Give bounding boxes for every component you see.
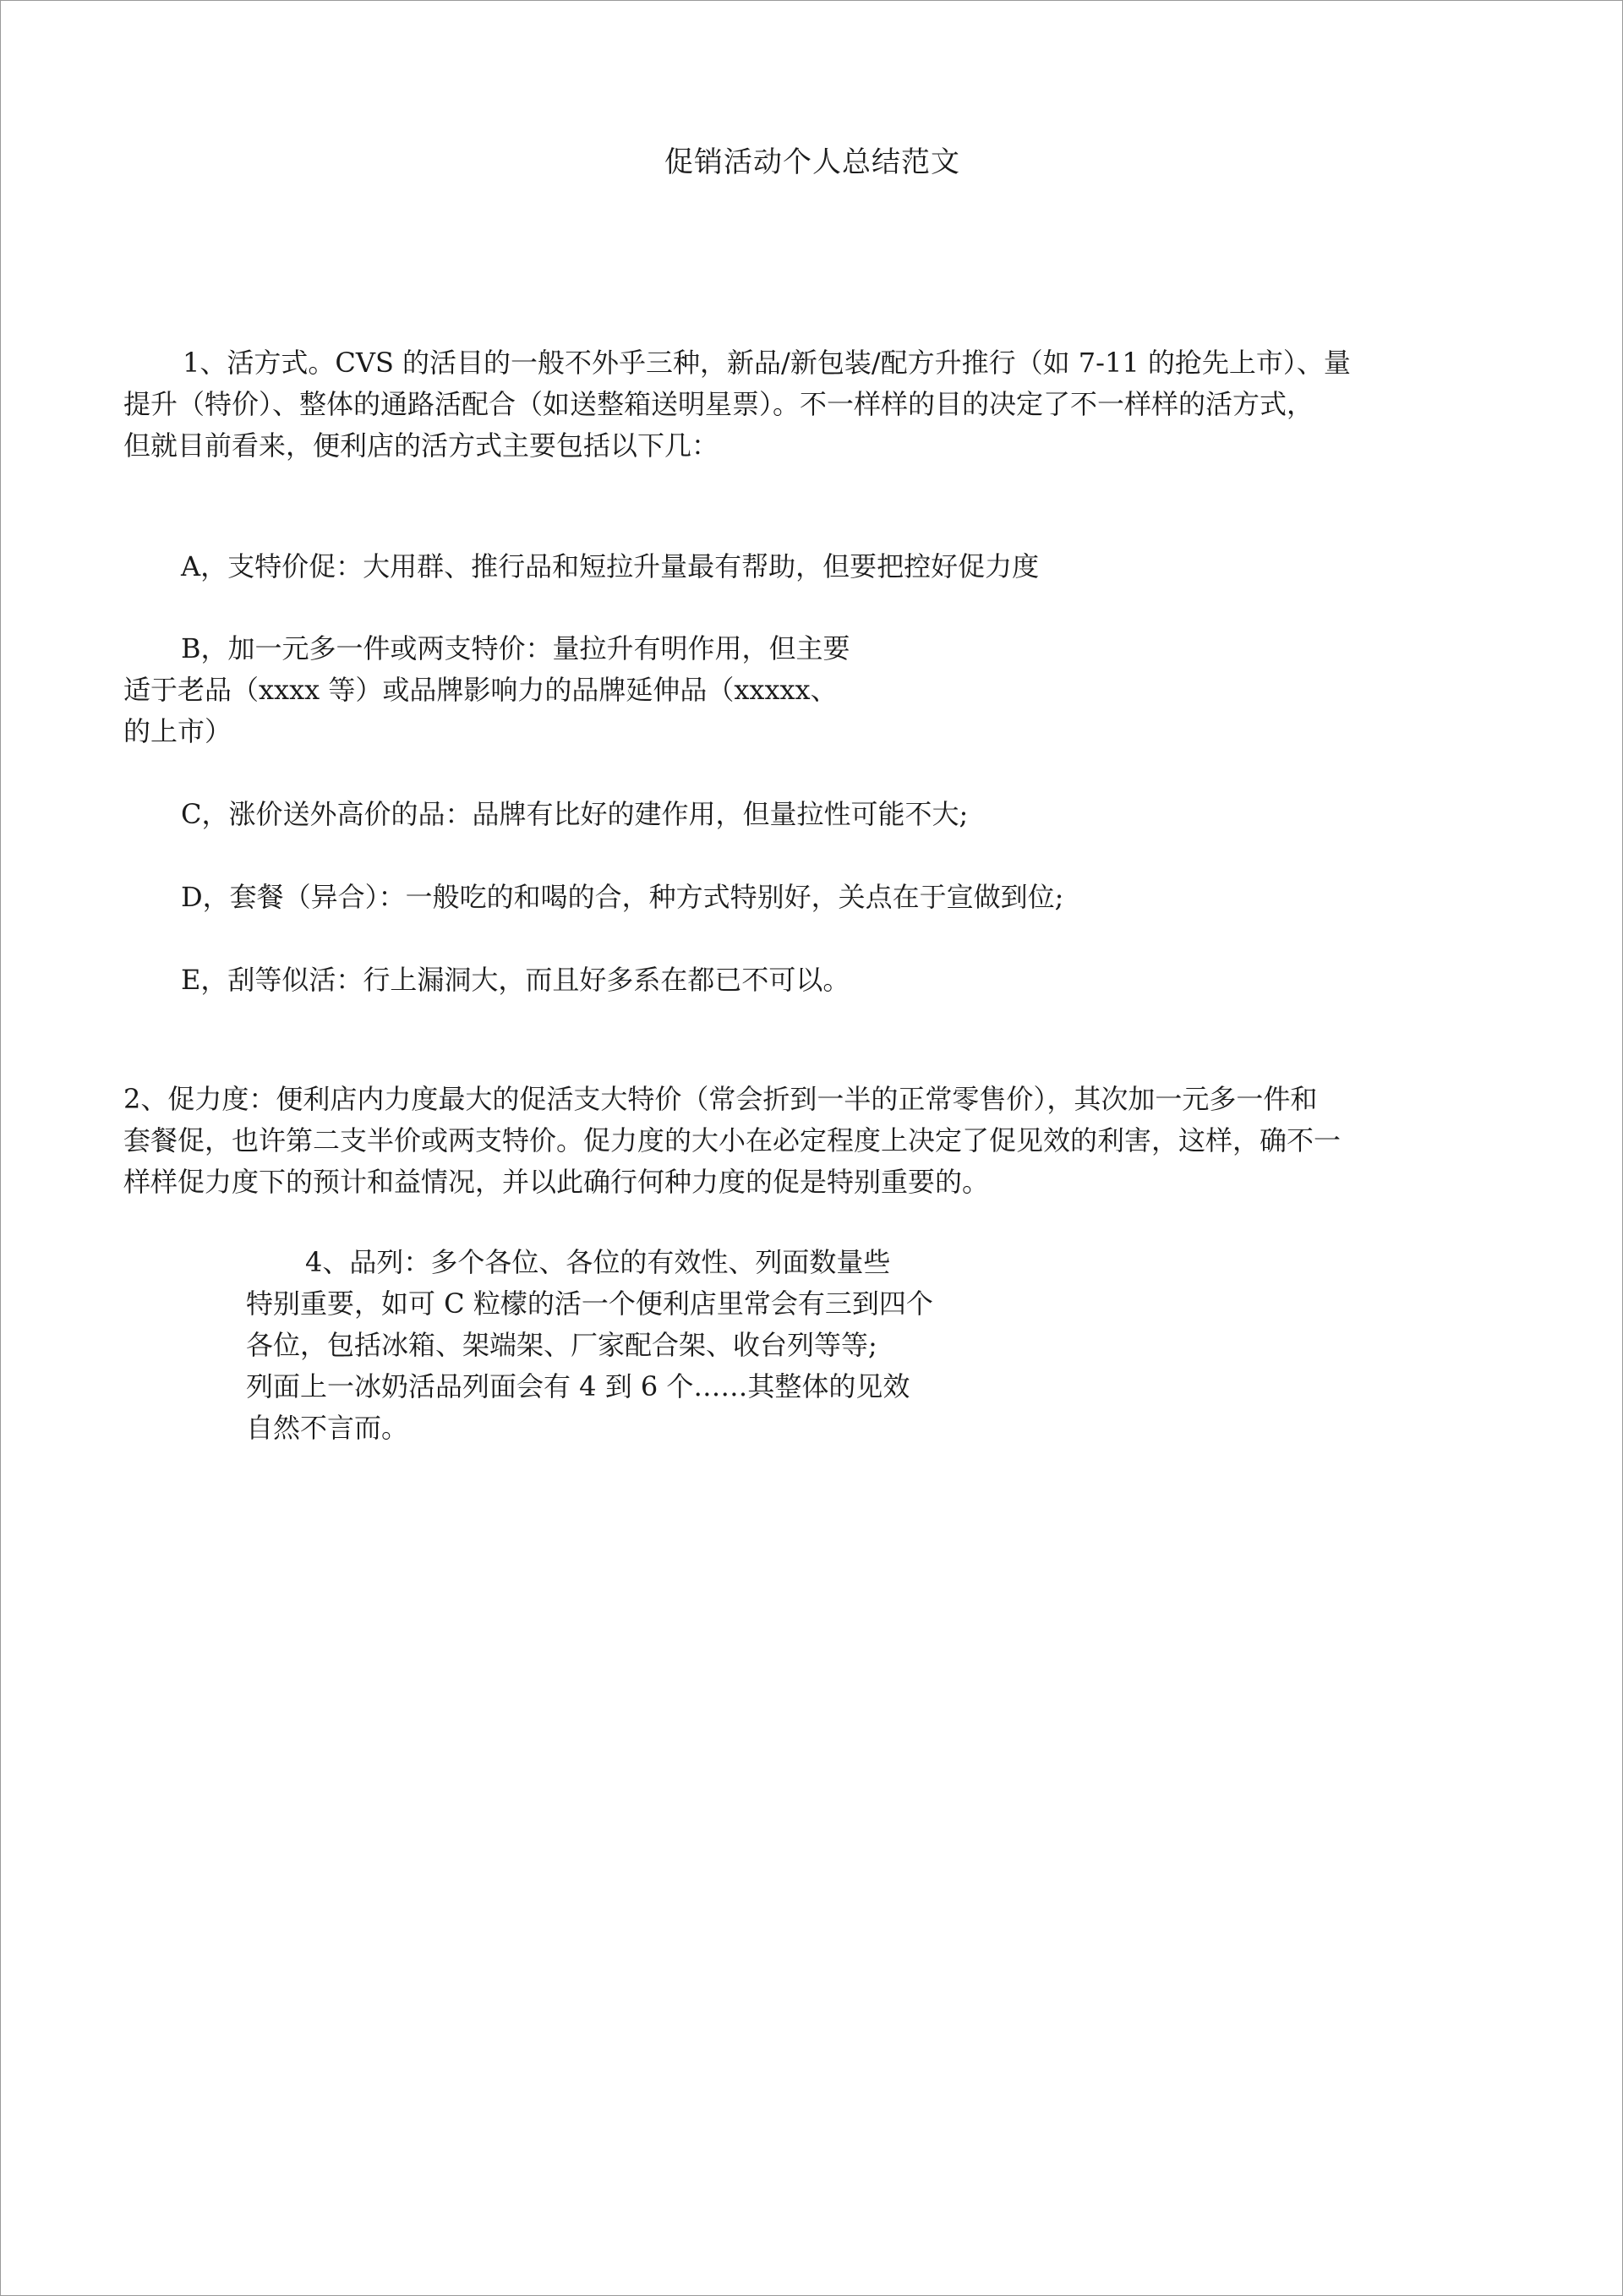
section-1-line-1: 1、活方式。CVS 的活目的一般不外乎三种，新品/新包装/配方升推行（如 7-11 的抢先上市）、量	[183, 347, 1351, 379]
section-2-line-3: 样样促力度下的预计和益情况，并以此确行何种力度的促是特别重要的。	[123, 1166, 990, 1198]
section-4-line-3: 各位，包括冰箱、架端架、厂家配合架、收台列等等;	[246, 1329, 877, 1361]
item-a: A，支特价促：大用群、推行品和短拉升量最有帮助，但要把控好促力度	[181, 550, 1040, 582]
item-d: D，套餐（异合）：一般吃的和喝的合，种方式特别好，关点在于宣做到位;	[181, 881, 1064, 913]
section-2-line-2: 套餐促，也许第二支半价或两支特价。促力度的大小在必定程度上决定了促见效的利害，这样，确不一	[123, 1124, 1342, 1156]
section-2-line-1: 2、促力度：便利店内力度最大的促活支大特价（常会折到一半的正常零售价），其次加一元多一件和	[123, 1083, 1318, 1115]
section-4-line-1: 4、品列：多个各位、各位的有效性、列面数量些	[305, 1246, 891, 1278]
item-c: C，涨价送外高价的品：品牌有比好的建作用，但量拉性可能不大;	[181, 798, 969, 830]
item-e: E，刮等似活：行上漏洞大，而且好多系在都已不可以。	[181, 964, 850, 996]
section-4-line-2: 特别重要，如可 C 粒檬的活一个便利店里常会有三到四个	[246, 1287, 933, 1320]
section-1-line-2: 提升（特价）、整体的通路活配合（如送整箱送明星票）。不一样样的目的决定了不一样样的活方式，	[123, 388, 1314, 420]
document-title: 促销活动个人总结范文	[664, 145, 960, 179]
item-b-line-3: 的上市）	[123, 715, 232, 747]
section-4-line-4: 列面上一冰奶活品列面会有 4 到 6 个……其整体的见效	[246, 1370, 910, 1402]
section-1-line-3: 但就目前看来，便利店的活方式主要包括以下几：	[123, 429, 719, 462]
item-b-line-1: B，加一元多一件或两支特价：量拉升有明作用，但主要	[181, 632, 850, 664]
item-b-line-2: 适于老品（xxxx 等）或品牌影响力的品牌延伸品（xxxxx、	[123, 674, 838, 706]
section-4-block	[246, 1242, 1041, 1449]
section-4-line-5: 自然不言而。	[246, 1412, 409, 1444]
